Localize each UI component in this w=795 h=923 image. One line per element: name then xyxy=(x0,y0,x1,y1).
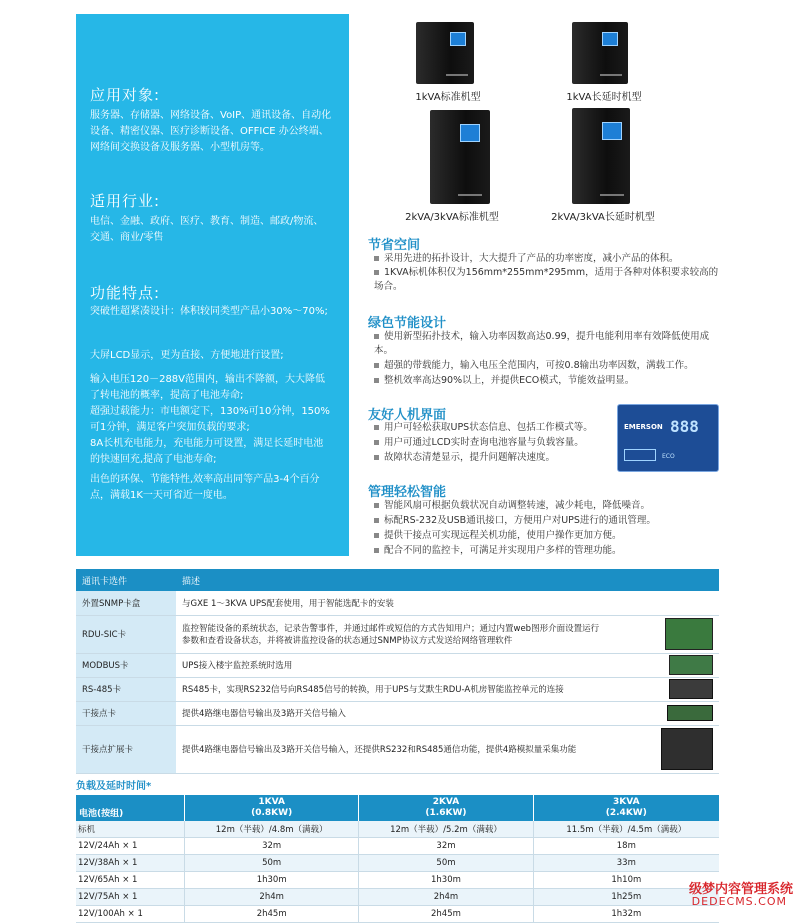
load-corner: 电池(按组) xyxy=(76,795,185,821)
table-row: 标机 12m（半载）/4.8m（满载） 12m（半载）/5.2m（满载） 11.5m（半载）/4.5m（满载） xyxy=(76,821,719,838)
card-image xyxy=(661,728,713,770)
card-desc-cell xyxy=(176,701,719,725)
load-table-title: 负载及延时时间* xyxy=(76,781,152,792)
lcd-panel-image xyxy=(617,404,719,472)
card-header-option: 通讯卡选件 xyxy=(76,569,176,591)
table-row xyxy=(76,615,719,653)
ups-2-3kva-standard-image xyxy=(430,110,490,204)
card-name: RS-485卡 xyxy=(76,677,176,701)
table-row xyxy=(76,725,719,773)
card-desc-cell xyxy=(176,677,719,701)
product-caption: 2kVA/3kVA标准机型 xyxy=(405,212,499,223)
green-item: 超强的带载能力，输入电压全范围内，可按0.8输出功率因数，满载工作。 xyxy=(374,359,724,373)
lcd-digits: 888 xyxy=(670,417,699,436)
feature-item: 8A长机充电能力，充电能力可设置，满足长延时电池的快速回充,提高了电池寿命; xyxy=(90,438,324,465)
load-col: 2KVA (1.6KW) xyxy=(359,795,533,821)
card-image xyxy=(665,618,713,650)
card-desc: 与GXE 1～3KVA UPS配套使用，用于智能选配卡的安装 xyxy=(176,591,719,615)
green-item: 整机效率高达90%以上，并提供ECO模式，节能效益明显。 xyxy=(374,374,724,388)
card-image xyxy=(667,705,713,721)
card-image xyxy=(669,679,713,699)
ui-item: 用户可轻松获取UPS状态信息、包括工作模式等。 xyxy=(374,421,614,435)
lcd-eco: ECO xyxy=(662,453,675,460)
side-panel xyxy=(76,14,349,556)
watermark-url: DEDECMS.COM xyxy=(691,895,787,908)
load-table xyxy=(76,795,719,923)
space-item: 1KVA标机体积仅为156mm*255mm*295mm，适用于各种对体积要求较高的场合。 xyxy=(374,267,719,292)
load-col: 3KVA (2.4KW) xyxy=(533,795,719,821)
ui-title: 友好人机界面 xyxy=(368,408,447,423)
mgmt-item: 标配RS-232及USB通讯接口，方便用户对UPS进行的通讯管理。 xyxy=(374,514,724,528)
mgmt-item: 提供干接点可实现远程关机功能，使用户操作更加方便。 xyxy=(374,529,724,543)
table-row: 12V/24Ah × 1 32m 32m 18m xyxy=(76,838,719,855)
card-desc: 提供4路继电器信号输出及3路开关信号输入 xyxy=(182,709,346,719)
card-name: 干接点卡 xyxy=(76,701,176,725)
battery-icon xyxy=(624,449,656,461)
card-name: MODBUS卡 xyxy=(76,653,176,677)
application-text: 服务器、存储器、网络设备、VoIP、通讯设备、自动化设备、精密仪器、医疗诊断设备、OFFICE 办公终端、网络间交换设备及服务器、小型机房等。 xyxy=(90,110,332,153)
table-row xyxy=(76,653,719,677)
space-title: 节省空间 xyxy=(368,238,421,253)
table-row: 12V/100Ah × 1 2h45m 2h45m 1h32m xyxy=(76,906,719,923)
feature-item: 出色的环保、节能特性,效率高出同等产品3-4个百分点，满载1K一天可省近一度电。 xyxy=(90,474,320,501)
application-title: 应用对象: xyxy=(90,86,161,104)
card-header-desc: 描述 xyxy=(176,569,719,591)
card-name: RDU-SIC卡 xyxy=(76,615,176,653)
card-desc: RS485卡，实现RS232信号向RS485信号的转换，用于UPS与艾默生RDU-A机房智能监控单元的连接 xyxy=(182,685,564,695)
card-image xyxy=(669,655,713,675)
lcd-brand: EMERSON xyxy=(624,423,663,431)
green-item: 使用新型拓扑技术，输入功率因数高达0.99，提升电能利用率有效降低使用成本。 xyxy=(374,331,710,356)
feature-item: 大屏LCD显示，更为直接、方便地进行设置; xyxy=(90,350,284,361)
feature-item: 突破性超紧凑设计：体积较同类型产品小30%～70%; xyxy=(90,306,328,317)
card-desc-cell xyxy=(176,615,719,653)
green-title: 绿色节能设计 xyxy=(368,316,447,331)
table-row xyxy=(76,701,719,725)
table-row xyxy=(76,591,719,615)
watermark-title: 级梦内容管理系统 xyxy=(688,882,793,897)
ups-2-3kva-long-image xyxy=(572,108,630,204)
product-caption: 1kVA标准机型 xyxy=(415,92,481,103)
card-desc-cell xyxy=(176,725,719,773)
card-desc: 监控智能设备的系统状态，记录告警事件，并通过邮件或短信的方式告知用户；通过内置web图形介面设置运行参数和查看设备状态，并将被讲监控设备的状态通过SNMP协议方式发送给网络管理软件 xyxy=(182,624,600,646)
industry-title: 适用行业: xyxy=(90,192,161,210)
card-desc: 提供4路继电器信号输出及3路开关信号输入，还提供RS232和RS485通信功能，提供4路模拟量采集功能 xyxy=(182,745,577,755)
industry-text: 电信、金融、政府、医疗、教育、制造、邮政/物流、交通、商业/零售 xyxy=(90,216,324,243)
ui-item: 用户可通过LCD实时查询电池容量与负载容量。 xyxy=(374,436,614,450)
table-row: 12V/75Ah × 1 2h4m 2h4m 1h25m xyxy=(76,889,719,906)
table-row xyxy=(76,677,719,701)
feature-item: 输入电压120－288V范围内，输出不降额，大大降低了转电池的概率，提高了电池寿命; xyxy=(90,374,326,401)
feature-item: 超强过载能力：市电额定下，130%可10分钟，150%可1分钟，满足客户突加负载的要求; xyxy=(90,406,330,433)
card-desc: UPS接入楼宇监控系统时选用 xyxy=(182,661,293,671)
card-desc-cell xyxy=(176,653,719,677)
card-name: 外置SNMP卡盒 xyxy=(76,591,176,615)
table-row: 12V/65Ah × 1 1h30m 1h30m 1h10m xyxy=(76,872,719,889)
mgmt-title: 管理轻松智能 xyxy=(368,485,447,500)
card-name: 干接点扩展卡 xyxy=(76,725,176,773)
mgmt-item: 配合不同的监控卡，可满足并实现用户多样的管理功能。 xyxy=(374,544,724,558)
product-caption: 2kVA/3kVA长延时机型 xyxy=(551,212,655,223)
ups-1kva-long-image xyxy=(572,22,628,84)
ui-item: 故障状态清楚显示，提升问题解决速度。 xyxy=(374,451,614,465)
features-title: 功能特点: xyxy=(90,284,161,302)
load-col: 1KVA (0.8KW) xyxy=(185,795,359,821)
ups-1kva-standard-image xyxy=(416,22,474,84)
table-row: 12V/38Ah × 1 50m 50m 33m xyxy=(76,855,719,872)
product-caption: 1kVA长延时机型 xyxy=(566,92,642,103)
card-options-table xyxy=(76,569,719,774)
space-item: 采用先进的拓扑设计，大大提升了产品的功率密度，减小产品的体积。 xyxy=(374,252,724,266)
mgmt-item: 智能风扇可根据负载状况自动调整转速，减少耗电，降低噪音。 xyxy=(374,499,724,513)
